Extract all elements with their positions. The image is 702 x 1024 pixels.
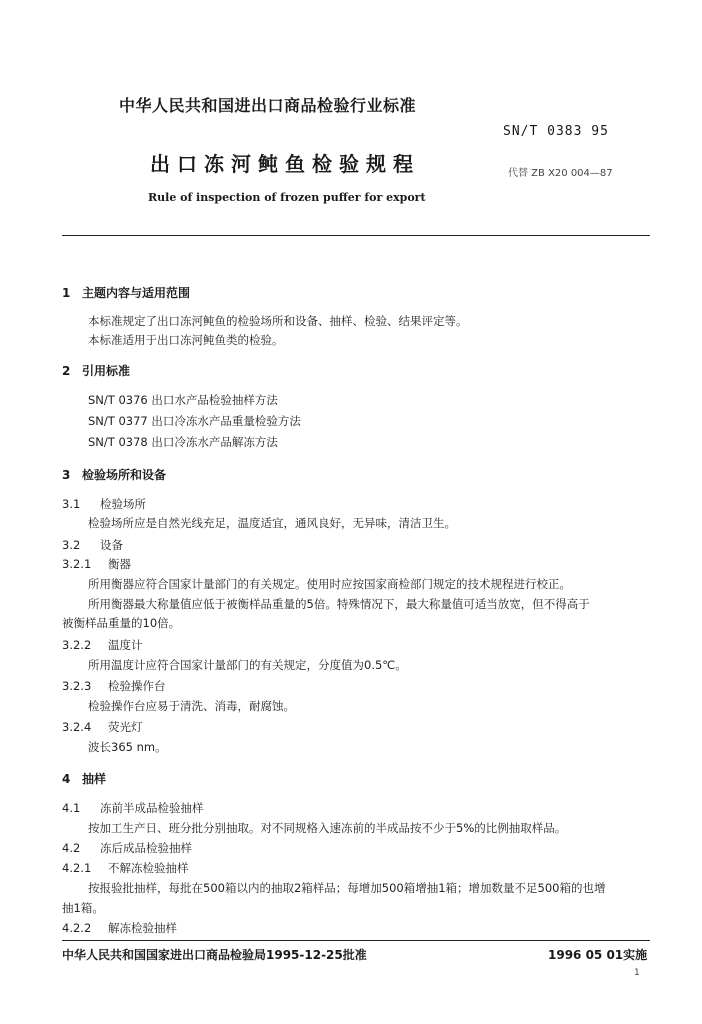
subsection-4-2-1-paragraph-1-cont: 抽1箱。 xyxy=(62,901,104,915)
subsection-3-2-1-heading xyxy=(62,556,131,572)
subsection-number: 4.2.2 xyxy=(62,921,92,935)
subsection-4-1-heading xyxy=(62,800,204,816)
document-title-en: Rule of inspection of frozen puffer for export xyxy=(148,191,426,204)
subsection-title: 冻前半成品检验抽样 xyxy=(100,801,204,815)
section-title: 抽样 xyxy=(82,772,107,786)
approval-line: 中华人民共和国国家进出口商品检验局1995-12-25批准 xyxy=(62,948,367,962)
subsection-3-2-3-heading xyxy=(62,678,166,694)
subsection-3-1-text: 检验场所应是自然光线充足，温度适宜，通风良好，无异味，清洁卫生。 xyxy=(88,516,456,530)
section-number: 4 xyxy=(62,772,71,786)
subsection-number: 4.2.1 xyxy=(62,861,92,875)
subsection-3-2-3-text: 检验操作台应易于清洗、消毒，耐腐蚀。 xyxy=(88,699,295,713)
section-2-heading xyxy=(62,362,130,379)
page-number: 1 xyxy=(634,968,640,978)
reference-item: SN/T 0378 出口冷冻水产品解冻方法 xyxy=(88,435,278,449)
subsection-4-1-text: 按加工生产日、班分批分别抽取。对不同规格入速冻前的半成品按不少于5%的比例抽取样品。 xyxy=(88,821,567,835)
subsection-3-2-1-paragraph-2: 所用衡器最大称量值应低于被衡样品重量的5倍。特殊情况下，最大称量值可适当放宽，但不得高于 xyxy=(88,597,590,611)
subsection-3-2-2-text: 所用温度计应符合国家计量部门的有关规定，分度值为0.5℃。 xyxy=(88,658,407,672)
reference-item: SN/T 0377 出口冷冻水产品重量检验方法 xyxy=(88,414,301,428)
subsection-4-2-heading xyxy=(62,840,192,856)
section-4-heading xyxy=(62,770,106,787)
header-divider xyxy=(62,235,650,236)
subsection-number: 3.2.2 xyxy=(62,638,92,652)
section-1-paragraph-1: 本标准规定了出口冻河鲀鱼的检验场所和设备、抽样、检验、结果评定等。 xyxy=(88,314,468,328)
subsection-3-2-heading xyxy=(62,537,123,553)
reference-item: SN/T 0376 出口水产品检验抽样方法 xyxy=(88,393,278,407)
subsection-title: 检验场所 xyxy=(100,497,146,511)
agency-standard-heading: 中华人民共和国进出口商品检验行业标准 xyxy=(119,96,417,115)
subsection-3-2-4-heading xyxy=(62,719,143,735)
subsection-number: 4.2 xyxy=(62,841,81,855)
subsection-3-2-4-text: 波长365 nm。 xyxy=(88,740,167,754)
subsection-3-1-heading xyxy=(62,496,146,512)
subsection-number: 3.2.4 xyxy=(62,720,92,734)
subsection-3-2-1-paragraph-1: 所用衡器应符合国家计量部门的有关规定。使用时应按国家商检部门规定的技术规程进行校正。 xyxy=(88,577,571,591)
section-number: 3 xyxy=(62,468,71,482)
subsection-title: 设备 xyxy=(100,538,123,552)
standard-number: SN/T 0383 95 xyxy=(503,124,609,139)
subsection-number: 3.2.3 xyxy=(62,679,92,693)
footer-divider xyxy=(62,940,650,941)
subsection-title: 温度计 xyxy=(108,638,143,652)
subsection-number: 3.1 xyxy=(62,497,81,511)
subsection-title: 检验操作台 xyxy=(108,679,166,693)
subsection-3-2-2-heading xyxy=(62,637,143,653)
section-1-paragraph-2: 本标准适用于出口冻河鲀鱼类的检验。 xyxy=(88,333,284,347)
subsection-title: 冻后成品检验抽样 xyxy=(100,841,192,855)
section-title: 引用标准 xyxy=(82,364,131,378)
subsection-title: 荧光灯 xyxy=(108,720,143,734)
subsection-4-2-1-paragraph-1: 按报验批抽样，每批在500箱以内的抽取2箱样品；每增加500箱增抽1箱；增加数量不足500箱的也增 xyxy=(88,881,606,895)
section-number: 2 xyxy=(62,364,71,378)
subsection-4-2-1-heading xyxy=(62,860,189,876)
subsection-number: 3.2.1 xyxy=(62,557,92,571)
section-1-heading xyxy=(62,284,190,301)
subsection-4-2-2-heading xyxy=(62,920,177,936)
section-3-heading xyxy=(62,466,166,483)
subsection-number: 4.1 xyxy=(62,801,81,815)
document-title-cn: 出口冻河鲀鱼检验规程 xyxy=(150,152,420,176)
subsection-3-2-1-paragraph-2-cont: 被衡样品重量的10倍。 xyxy=(62,616,181,630)
subsection-title: 不解冻检验抽样 xyxy=(108,861,189,875)
section-title: 主题内容与适用范围 xyxy=(82,286,191,300)
subsection-title: 衡器 xyxy=(108,557,131,571)
section-number: 1 xyxy=(62,286,71,300)
section-title: 检验场所和设备 xyxy=(82,468,167,482)
implementation-date: 1996 05 01实施 xyxy=(548,948,648,962)
replaces-standard: 代替 ZB X20 004—87 xyxy=(508,168,613,179)
subsection-number: 3.2 xyxy=(62,538,81,552)
subsection-title: 解冻检验抽样 xyxy=(108,921,177,935)
